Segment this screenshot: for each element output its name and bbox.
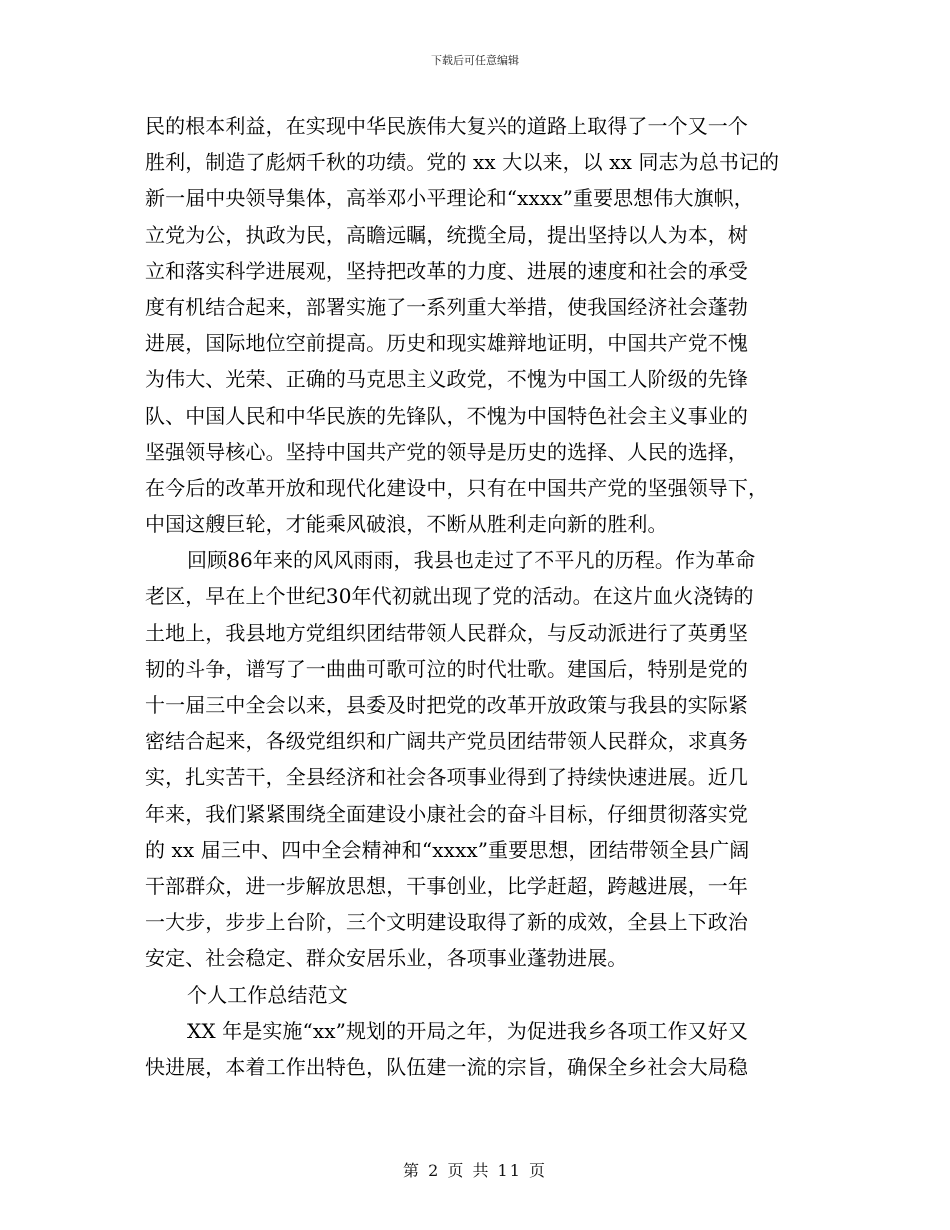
text-line: 在今后的改革开放和现代化建设中，只有在中国共产党的坚强领导下， xyxy=(145,475,769,500)
paragraph-start-line: XX 年是实施“xx”规划的开局之年，为促进我乡各项工作又好又 xyxy=(187,1018,748,1043)
text-line: 老区，早在上个世纪30年代初就出现了党的活动。在这片血火浇铸的 xyxy=(145,584,754,609)
text-line: 坚强领导核心。坚持中国共产党的领导是历史的选择、人民的选择， xyxy=(145,439,748,464)
page-header: 下载后可任意编辑 xyxy=(431,54,519,67)
text-line: 为伟大、光荣、正确的马克思主义政党，不愧为中国工人阶级的先锋 xyxy=(145,367,748,392)
text-line: 中国这艘巨轮，才能乘风破浪，不断从胜利走向新的胜利。 xyxy=(145,512,668,537)
text-line: 新一届中央领导集体，高举邓小平理论和“xxxx”重要思想伟大旗帜， xyxy=(145,186,754,211)
paragraph-start-line: 回顾86年来的风风雨雨，我县也走过了不平凡的历程。作为革命 xyxy=(187,548,756,573)
document-body xyxy=(145,108,805,1085)
text-line: 密结合起来，各级党组织和广阔共产党员团结带领人民群众，求真务 xyxy=(145,729,748,754)
text-line: 队、中国人民和中华民族的先锋队，不愧为中国特色社会主义事业的 xyxy=(145,403,748,428)
text-line: 实，扎实苦干，全县经济和社会各项事业得到了持续快速进展。近几 xyxy=(145,765,748,790)
text-line: 安定、社会稳定、群众安居乐业，各项事业蓬勃进展。 xyxy=(145,946,628,971)
section-heading: 个人工作总结范文 xyxy=(187,982,348,1007)
text-line: 土地上，我县地方党组织团结带领人民群众，与反动派进行了英勇坚 xyxy=(145,620,748,645)
text-line: 立和落实科学进展观，坚持把改革的力度、进展的速度和社会的承受 xyxy=(145,258,748,283)
text-line: 韧的斗争，谱写了一曲曲可歌可泣的时代壮歌。建国后，特别是党的 xyxy=(145,656,748,681)
text-line: 年来，我们紧紧围绕全面建设小康社会的奋斗目标，仔细贯彻落实党 xyxy=(145,801,748,826)
page-number-footer: 第 2 页 共 11 页 xyxy=(403,1161,547,1180)
text-line: 干部群众，进一步解放思想，干事创业，比学赶超，跨越进展，一年 xyxy=(145,873,748,898)
text-line: 民的根本利益，在实现中华民族伟大复兴的道路上取得了一个又一个 xyxy=(145,114,748,138)
text-line: 立党为公，执政为民，高瞻远瞩，统揽全局，提出坚持以人为本，树 xyxy=(145,222,748,247)
text-line: 胜利，制造了彪炳千秋的功绩。党的 xx 大以来，以 xx 同志为总书记的 xyxy=(145,150,780,175)
text-line: 十一届三中全会以来，县委及时把党的改革开放政策与我县的实际紧 xyxy=(145,693,748,717)
text-line: 一大步，步步上台阶，三个文明建设取得了新的成效，全县上下政治 xyxy=(145,910,748,935)
text-line: 度有机结合起来，部署实施了一系列重大举措，使我国经济社会蓬勃 xyxy=(145,294,748,319)
text-line: 快进展，本着工作出特色，队伍建一流的宗旨，确保全乡社会大局稳 xyxy=(145,1054,748,1079)
text-line: 进展，国际地位空前提高。历史和现实雄辩地证明，中国共产党不愧 xyxy=(145,331,748,356)
text-line: 的 xx 届三中、四中全会精神和“xxxx”重要思想，团结带领全县广阔 xyxy=(145,837,750,862)
